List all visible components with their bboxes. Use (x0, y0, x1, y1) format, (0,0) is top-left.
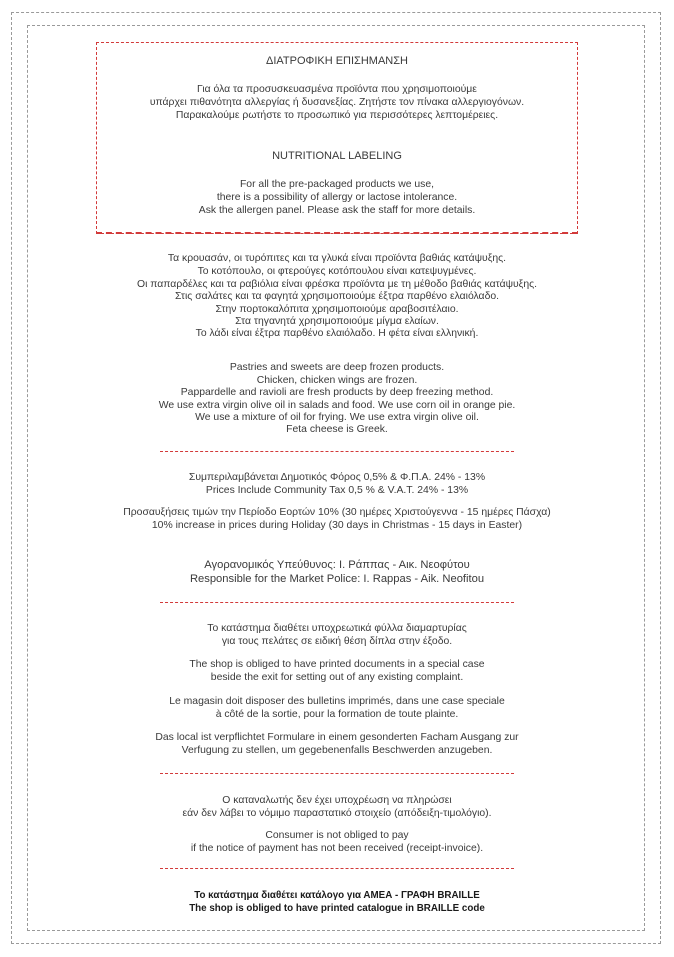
braille-notice-english: The shop is obliged to have printed catalogue in BRAILLE code (189, 903, 485, 914)
complaints-english: The shop is obliged to have printed documents in a special case (189, 659, 485, 670)
payment-english: Consumer is not obliged to pay (265, 830, 409, 841)
notice-title-greek: ΔΙΑΤΡΟΦΙΚΗ ΕΠΙΣΗΜΑΝΣΗ (266, 55, 408, 67)
ingredients-line-greek: Τα κρουασάν, οι τυρόπιτες και τα γλυκά είναι προϊόντα βαθιάς κατάψυξης. (167, 253, 507, 264)
complaints-french: à côté de la sortie, pour la formation de toute plainte. (215, 709, 459, 720)
notice-line-english: For all the pre-packaged products we use, (239, 179, 435, 190)
complaints-greek: Το κατάστημα διαθέτει υποχρεωτικά φύλλα διαμαρτυρίας (207, 623, 467, 634)
braille-notice-greek: Το κατάστημα διαθέτει κατάλογο για ΑΜΕΑ - ΓΡΑΦΗ BRAILLE (194, 890, 480, 901)
notice-line-greek: Παρακαλούμε ρωτήστε το προσωπικό για περισσότερες λεπτομέρειες. (175, 110, 499, 121)
ingredients-line-greek: Το κοτόπουλο, οι φτερούγες κοτόπουλου είναι κατεψυγμένες. (197, 266, 477, 277)
section-divider (160, 868, 514, 869)
market-police-english: Responsible for the Market Police: I. Rappas - Aik. Neofitou (189, 573, 485, 585)
holiday-surcharge-english: 10% increase in prices during Holiday (30 days in Christmas - 15 days in Easter) (151, 520, 523, 531)
ingredients-line-greek: Στις σαλάτες και τα φαγητά χρησιμοποιούμε έξτρα παρθένο ελαιόλαδο. (174, 291, 500, 302)
holiday-surcharge-greek: Προσαυξήσεις τιμών την Περίοδο Εορτών 10% (30 ημέρες Χριστούγεννα - 15 ημέρες Πάσχα) (123, 507, 551, 518)
complaints-french: Le magasin doit disposer des bulletins imprimés, dans une case speciale (169, 696, 505, 707)
ingredients-line-english: Feta cheese is Greek. (286, 424, 388, 435)
ingredients-line-greek: Οι παπαρδέλες και τα ραβιόλια είναι φρέσκα προϊόντα με τη μέθοδο βαθιάς κατάψυξης. (136, 279, 537, 290)
tax-line-greek: Συμπεριλαμβάνεται Δημοτικός Φόρος 0,5% & Φ.Π.Α. 24% - 13% (188, 472, 486, 483)
section-divider (160, 773, 514, 774)
tax-line-english: Prices Include Community Tax 0,5 % & V.A.T. 24% - 13% (205, 485, 469, 496)
ingredients-line-english: We use extra virgin olive oil in salads and food. We use corn oil in orange pie. (158, 400, 516, 411)
payment-english: if the notice of payment has not been received (receipt-invoice). (190, 843, 484, 854)
notice-title-english: NUTRITIONAL LABELING (272, 150, 402, 162)
ingredients-line-greek: Στα τηγανητά χρησιμοποιούμε μίγμα ελαίων. (235, 316, 439, 327)
ingredients-line-greek: Το λάδι είναι έξτρα παρθένο ελαιόλαδο. Η φέτα είναι ελληνική. (195, 328, 479, 339)
ingredients-line-greek: Στην πορτοκαλόπιτα χρησιμοποιούμε αραβοσιτέλαιο. (215, 304, 459, 315)
notice-line-greek: Για όλα τα προσυσκευασμένα προϊόντα που χρησιμοποιούμε (197, 84, 477, 95)
section-divider (160, 451, 514, 452)
market-police-greek: Αγορανομικός Υπεύθυνος: Ι. Ράππας - Αικ. Νεοφύτου (204, 559, 470, 571)
payment-greek: Ο καταναλωτής δεν έχει υποχρέωση να πληρώσει (222, 795, 452, 806)
allergen-notice-box-bottom (96, 232, 578, 234)
ingredients-line-english: Pastries and sweets are deep frozen products. (229, 362, 445, 373)
complaints-english: beside the exit for setting out of any existing complaint. (210, 672, 464, 683)
notice-line-english: Ask the allergen panel. Please ask the staff for more details. (198, 205, 476, 216)
ingredients-line-english: We use a mixture of oil for frying. We use extra virgin olive oil. (195, 412, 479, 423)
section-divider (160, 602, 514, 603)
notice-line-greek: υπάρχει πιθανότητα αλλεργίας ή δυσανεξίας. Ζητήστε τον πίνακα αλλεργιογόνων. (149, 97, 525, 108)
complaints-german: Verfugung zu stellen, um gegebenenfalls Beschwerden anzugeben. (181, 745, 493, 756)
ingredients-line-english: Chicken, chicken wings are frozen. (256, 375, 418, 386)
notice-line-english: there is a possibility of allergy or lactose intolerance. (216, 192, 458, 203)
complaints-greek: για τους πελάτες σε ειδική θέση δίπλα στην έξοδο. (221, 636, 453, 647)
payment-greek: εάν δεν λάβει το νόμιμο παραστατικό στοιχείο (απόδειξη-τιμολόγιο). (182, 808, 492, 819)
ingredients-line-english: Pappardelle and ravioli are fresh products by deep freezing method. (180, 387, 494, 398)
complaints-german: Das local ist verpflichtet Formulare in einem gesonderten Facham Ausgang zur (155, 732, 519, 743)
